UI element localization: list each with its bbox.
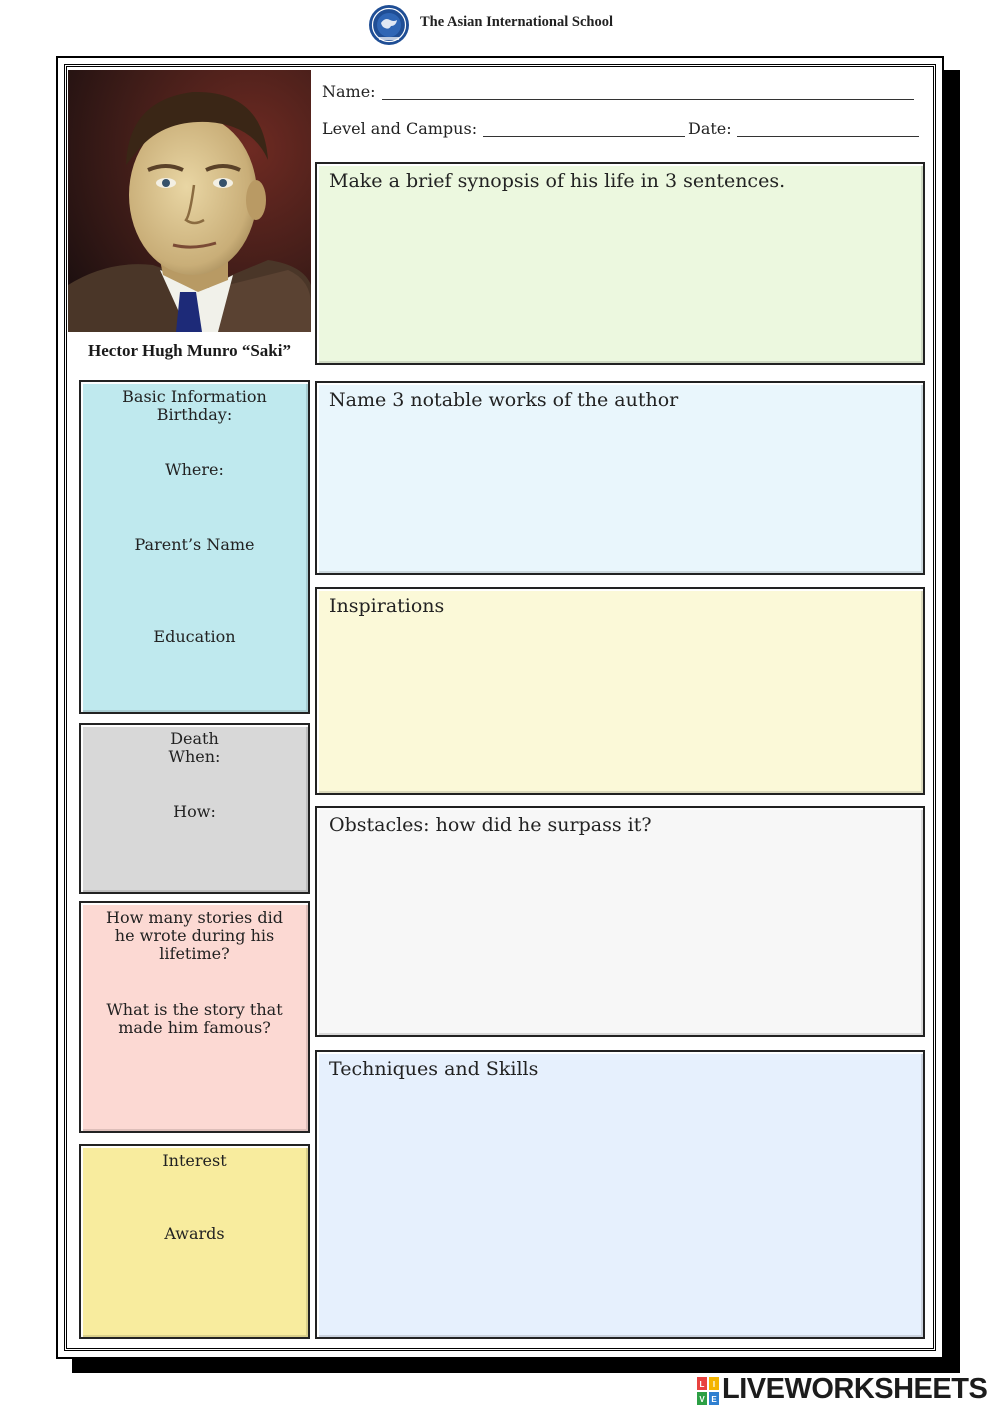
synopsis-prompt: Make a brief synopsis of his life in 3 sentences. <box>329 170 786 192</box>
stories-count-question-line-2: he wrote during his <box>114 926 275 945</box>
parents-label: Parent’s Name <box>134 535 255 554</box>
famous-story-question-line-1: What is the story that <box>106 1000 283 1019</box>
synopsis-box[interactable] <box>315 162 925 365</box>
stories-count-question-line-3: lifetime? <box>159 944 230 963</box>
name-label: Name: <box>322 82 376 101</box>
interest-awards-box[interactable] <box>79 1144 310 1339</box>
author-portrait <box>68 70 311 332</box>
awards-label: Awards <box>164 1224 225 1243</box>
school-seal-icon <box>365 4 413 46</box>
interest-label: Interest <box>162 1151 227 1170</box>
education-label: Education <box>153 627 236 646</box>
death-how-label: How: <box>173 802 216 821</box>
level-campus-label: Level and Campus: <box>322 119 478 138</box>
date-field[interactable] <box>737 136 919 137</box>
famous-story-question-line-2: made him famous? <box>118 1018 271 1037</box>
name-field[interactable] <box>382 99 914 100</box>
date-label: Date: <box>688 119 732 138</box>
liveworksheets-logo-icon <box>697 1377 719 1405</box>
stories-box[interactable] <box>79 901 310 1133</box>
logo-letter-e: E <box>711 1395 717 1404</box>
logo-letter-l: L <box>699 1380 705 1389</box>
notable-works-box[interactable] <box>315 381 925 575</box>
death-when-label: When: <box>168 747 221 766</box>
death-box[interactable] <box>79 723 310 894</box>
stories-count-question-line-1: How many stories did <box>106 908 283 927</box>
portrait-caption: Hector Hugh Munro “Saki” <box>88 341 291 360</box>
obstacles-box[interactable] <box>315 806 925 1037</box>
obstacles-prompt: Obstacles: how did he surpass it? <box>329 814 652 836</box>
notable-works-prompt: Name 3 notable works of the author <box>329 389 679 411</box>
where-label: Where: <box>165 460 224 479</box>
liveworksheets-watermark: LIVEWORKSHEETS <box>722 1373 988 1405</box>
basic-information-box[interactable] <box>79 380 310 714</box>
techniques-box[interactable] <box>315 1050 925 1339</box>
inspirations-prompt: Inspirations <box>329 595 445 617</box>
techniques-prompt: Techniques and Skills <box>329 1058 539 1080</box>
level-campus-field[interactable] <box>483 136 685 137</box>
basic-info-title: Basic Information <box>122 387 267 406</box>
school-name: The Asian International School <box>420 14 613 30</box>
birthday-label: Birthday: <box>156 405 233 424</box>
death-title: Death <box>170 729 219 748</box>
inspirations-box[interactable] <box>315 587 925 795</box>
logo-letter-v: V <box>699 1395 705 1404</box>
logo-letter-i: I <box>712 1380 716 1389</box>
